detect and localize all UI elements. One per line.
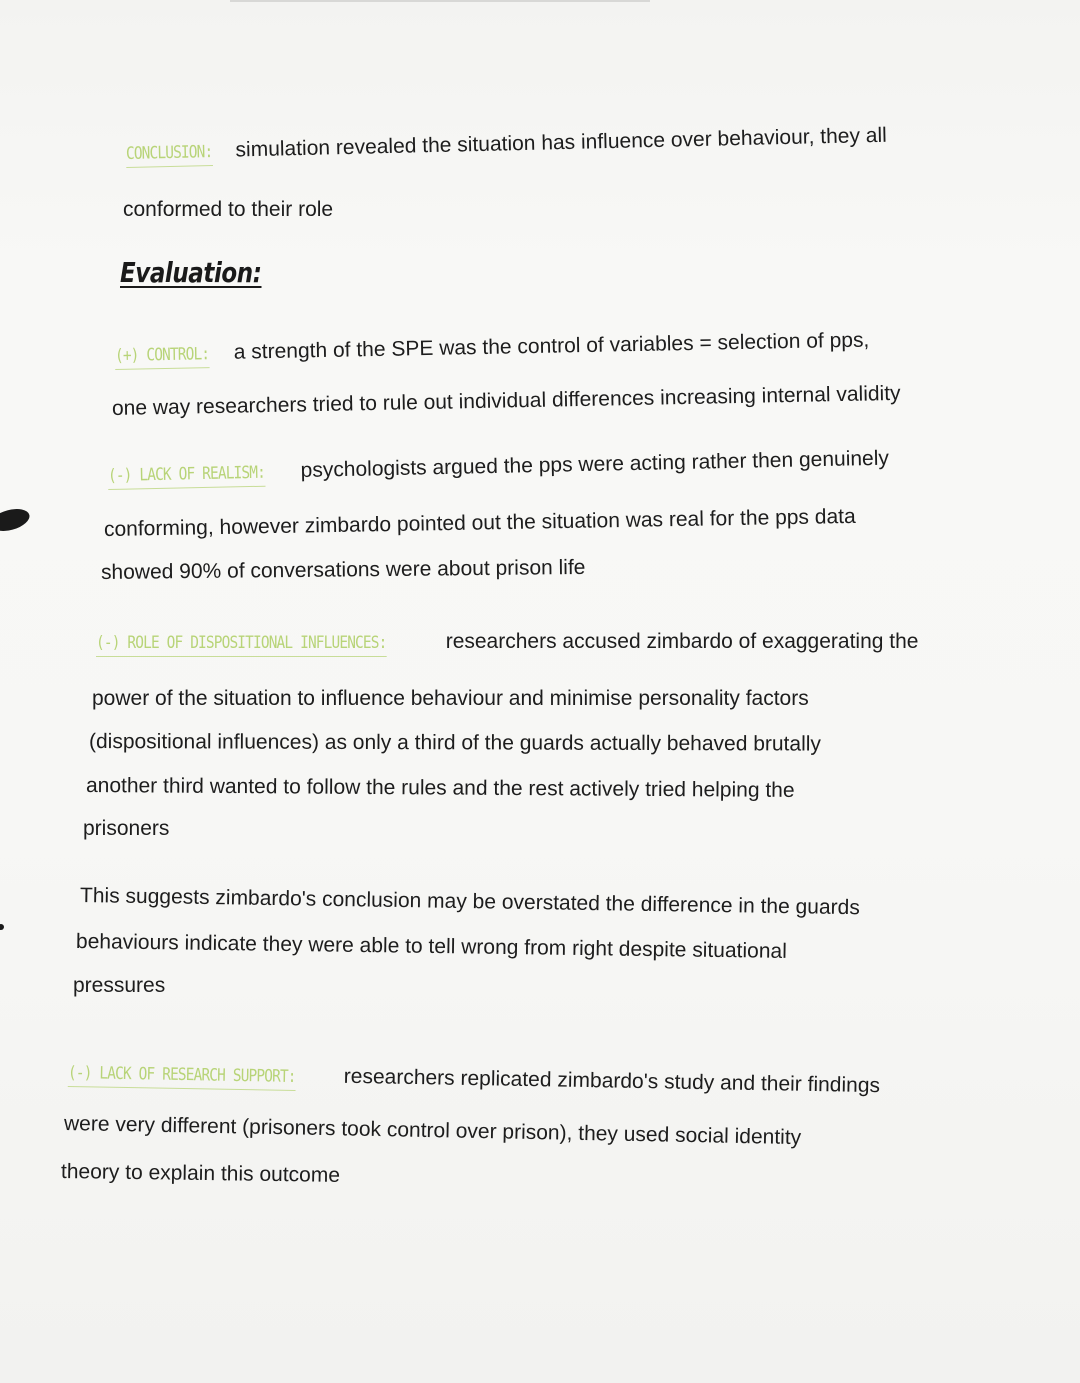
research-line-2: were very different (prisoners took control over prison), they used social identity (63, 1112, 802, 1150)
binder-hole-mark (0, 505, 32, 535)
dispositional-line-5: prisoners (83, 817, 170, 840)
control-line-1: (+) CONTROL: a strength of the SPE was the control of variables = selection of pps, (115, 328, 870, 370)
edge-mark (0, 924, 4, 930)
evaluation-heading: Evaluation: (120, 256, 262, 289)
dispositional-line-1: (-) ROLE OF DISPOSITIONAL INFLUENCES: researchers accused zimbardo of exaggerating the (96, 629, 918, 657)
conclusion-line-2: conformed to their role (123, 198, 334, 221)
control-label: (+) CONTROL: (115, 341, 210, 370)
suggests-line-2: behaviours indicate they were able to tell wrong from right despite situational (75, 930, 788, 963)
suggests-line-1: This suggests zimbardo's conclusion may be overstated the difference in the guards (79, 884, 860, 920)
research-line-1: (-) LACK OF RESEARCH SUPPORT: researchers replicated zimbardo's study and their findings (68, 1059, 880, 1101)
suggests-line-3: pressures (73, 974, 166, 997)
paper-top-edge (230, 0, 650, 2)
realism-line-3: showed 90% of conversations were about prison life (100, 555, 586, 584)
research-line-3: theory to explain this outcome (60, 1160, 341, 1187)
control-line-2: one way researchers tried to rule out individual differences increasing internal validity (111, 381, 901, 420)
dispositional-label: (-) ROLE OF DISPOSITIONAL INFLUENCES: (96, 630, 386, 657)
conclusion-line-1: CONCLUSION: simulation revealed the situation has influence over behaviour, they all (126, 123, 887, 168)
realism-label: (-) LACK OF REALISM: (108, 460, 266, 490)
realism-line-2: conforming, however zimbardo pointed out the situation was real for the pps data (103, 504, 856, 541)
dispositional-line-2: power of the situation to influence behaviour and minimise personality factors (92, 687, 809, 710)
research-label: (-) LACK OF RESEARCH SUPPORT: (68, 1060, 296, 1091)
conclusion-label: CONCLUSION: (126, 139, 213, 168)
dispositional-line-4: another third wanted to follow the rules and the rest actively tried helping the (85, 774, 795, 802)
realism-line-1: (-) LACK OF REALISM: psychologists argued the pps were acting rather then genuinely (108, 446, 889, 490)
dispositional-line-3: (dispositional influences) as only a third of the guards actually behaved brutally (88, 730, 821, 756)
